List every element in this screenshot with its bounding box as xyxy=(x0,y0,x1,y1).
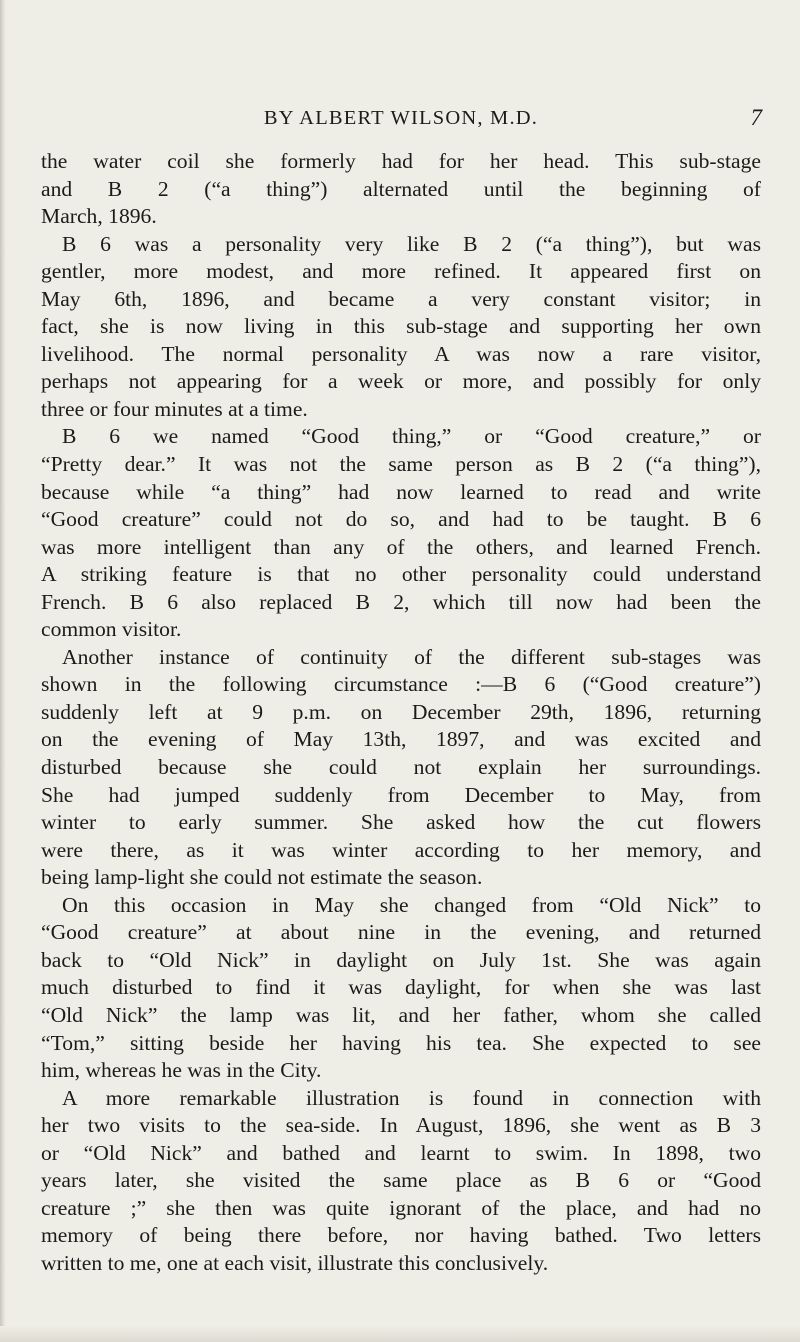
text-line: were there, as it was winter according to her memory, and xyxy=(41,837,761,862)
text-line: being lamp-light she could not estimate the season. xyxy=(41,865,483,890)
text-line: B 6 was a personality very like B 2 (“a thing”), but was xyxy=(62,231,761,256)
text-line: “Tom,” sitting beside her having his tea. She expected to see xyxy=(41,1030,761,1055)
text-line: back to “Old Nick” in daylight on July 1st. She was again xyxy=(41,947,761,972)
text-line: Another instance of continuity of the different sub-stages was xyxy=(62,644,761,669)
text-line: was more intelligent than any of the others, and learned French. xyxy=(41,534,761,559)
text-line: much disturbed to find it was daylight, for when she was last xyxy=(41,975,761,1000)
text-line: her two visits to the sea-side. In August, 1896, she went as B 3 xyxy=(41,1113,761,1138)
text-line: “Good creature” could not do so, and had to be taught. B 6 xyxy=(41,507,761,532)
text-line: She had jumped suddenly from December to May, from xyxy=(41,782,761,807)
text-line: B 6 we named “Good thing,” or “Good creature,” or xyxy=(62,424,761,449)
running-head: BY ALBERT WILSON, M.D. xyxy=(263,107,539,129)
text-line: May 6th, 1896, and became a very constant visitor; in xyxy=(41,286,761,311)
text-line: and B 2 (“a thing”) alternated until the beginning of xyxy=(41,176,761,201)
text-line: or “Old Nick” and bathed and learnt to swim. In 1898, two xyxy=(41,1140,761,1165)
text-line: written to me, one at each visit, illustrate this conclusively. xyxy=(41,1250,549,1275)
page-number: 7 xyxy=(750,105,762,130)
page-bottom-edge xyxy=(0,1326,800,1342)
text-line: March, 1896. xyxy=(41,204,157,229)
text-line: gentler, more modest, and more refined. It appeared first on xyxy=(41,259,761,284)
text-line: because while “a thing” had now learned to read and write xyxy=(41,479,761,504)
text-line: A more remarkable illustration is found in connection with xyxy=(62,1085,761,1110)
text-line: fact, she is now living in this sub-stage and supporting her own xyxy=(41,314,761,339)
text-line: creature ;” she then was quite ignorant of the place, and had no xyxy=(41,1195,761,1220)
text-line: three or four minutes at a time. xyxy=(41,396,308,421)
text-line: common visitor. xyxy=(41,617,182,642)
text-line: memory of being there before, nor having bathed. Two letters xyxy=(41,1223,761,1248)
text-line: “Good creature” at about nine in the evening, and returned xyxy=(41,920,761,945)
text-line: shown in the following circumstance :—B 6 (“Good creature”) xyxy=(41,672,761,697)
text-line: On this occasion in May she changed from “Old Nick” to xyxy=(62,892,761,917)
text-line: A striking feature is that no other personality could understand xyxy=(41,562,761,587)
text-line: “Pretty dear.” It was not the same person as B 2 (“a thing”), xyxy=(41,452,761,477)
text-line: disturbed because she could not explain her surroundings. xyxy=(41,755,761,780)
text-line: him, whereas he was in the City. xyxy=(41,1058,322,1083)
text-line: French. B 6 also replaced B 2, which till now had been the xyxy=(41,589,761,614)
text-line: winter to early summer. She asked how the cut flowers xyxy=(41,810,761,835)
text-line: years later, she visited the same place as B 6 or “Good xyxy=(41,1168,761,1193)
text-line: perhaps not appearing for a week or more, and possibly for only xyxy=(41,369,761,394)
body-text xyxy=(41,148,761,1277)
text-line: suddenly left at 9 p.m. on December 29th, 1896, returning xyxy=(41,699,761,724)
text-line: livelihood. The normal personality A was now a rare visitor, xyxy=(41,341,761,366)
page-header xyxy=(40,104,762,138)
page-binding-edge xyxy=(0,0,6,1342)
text-line: the water coil she formerly had for her head. This sub-stage xyxy=(41,149,761,173)
text-line: on the evening of May 13th, 1897, and was excited and xyxy=(41,727,761,752)
text-line: “Old Nick” the lamp was lit, and her father, whom she called xyxy=(41,1002,761,1027)
